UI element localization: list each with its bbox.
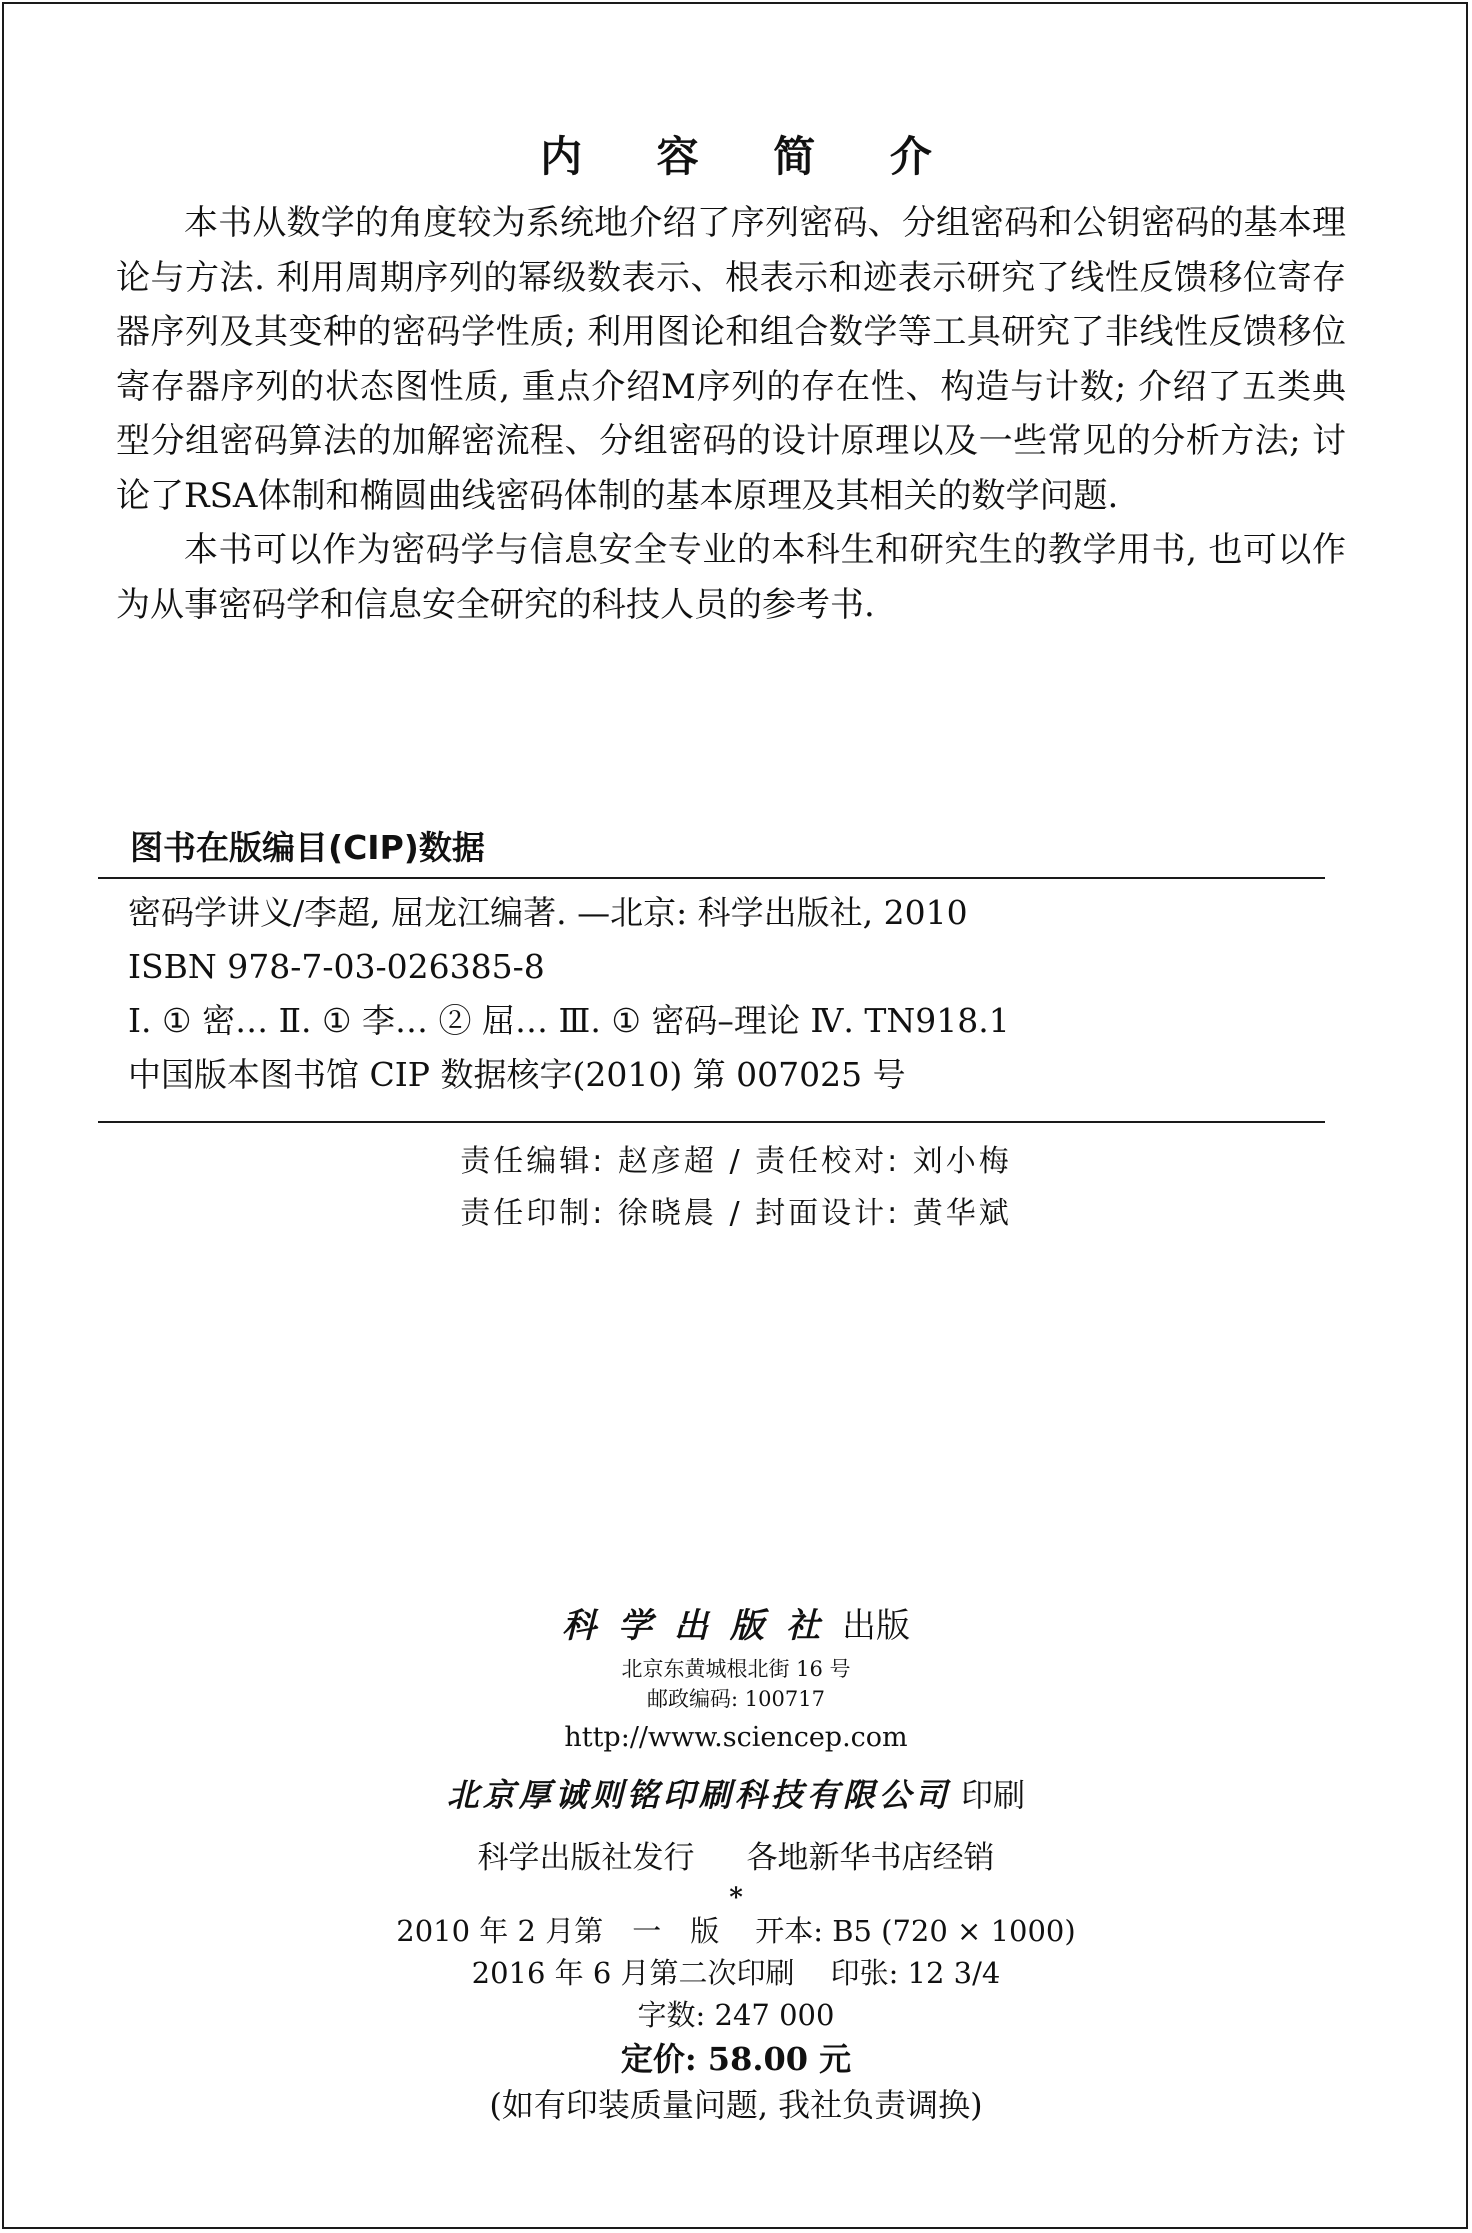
page-title: 内 容 简 介 xyxy=(540,132,962,181)
printer-name: 北京厚诚则铭印刷科技有限公司 xyxy=(446,1776,951,1814)
staff-credits xyxy=(0,1136,1472,1240)
edition-line xyxy=(0,1910,1472,1952)
content-summary xyxy=(116,196,1346,632)
sheet-count: 印张: 12 3/4 xyxy=(830,1956,1001,1990)
summary-paragraph-1: 本书从数学的角度较为系统地介绍了序列密码、分组密码和公钥密码的基本理论与方法. 利用周期序列的幂级数表示、根表示和迹表示研究了线性反馈移位寄存器序列及其变种的密码学性质; 利用图论和组合数学等工具研究了非线性反馈移位寄存器序列的状态图性质, 重点介绍M序列的存在性、构造与计数; 介绍了五类典型分组密码算法的加解密流程、分组密码的设计原理以及一些常见的分析方法; 讨论了RSA体制和椭圆曲线密码体制的基本原理及其相关的数学问题. xyxy=(116,203,1346,516)
format-size: 开本: B5 (720 × 1000) xyxy=(755,1914,1076,1948)
edition-date: 2010 年 2 月第 一 版 xyxy=(396,1914,720,1948)
printer-suffix: 印刷 xyxy=(961,1776,1026,1814)
price: 定价: 58.00 元 xyxy=(620,2040,852,2078)
cip-line-title: 密码学讲义/李超, 屈龙江编著. —北京: 科学出版社, 2010 xyxy=(128,893,968,932)
cip-line-isbn: ISBN 978-7-03-026385-8 xyxy=(128,947,545,986)
printer-line xyxy=(0,1766,1472,1824)
publisher-suffix: 出版 xyxy=(842,1606,910,1646)
summary-paragraph-2: 本书可以作为密码学与信息安全专业的本科生和研究生的教学用书, 也可以作为从事密码学和信息安全研究的科技人员的参考书. xyxy=(116,530,1346,625)
separator-star: * xyxy=(729,1883,743,1913)
printing-line xyxy=(0,1952,1472,1994)
colophon xyxy=(0,1598,1472,2128)
retailer: 各地新华书店经销 xyxy=(746,1840,995,1876)
publisher-name: 科学出版社 xyxy=(562,1606,842,1646)
quality-note: (如有印装质量问题, 我社负责调换) xyxy=(489,2086,983,2124)
cip-line-classification: Ⅰ. ① 密… Ⅱ. ① 李… ② 屈… Ⅲ. ① 密码–理论 Ⅳ. TN918.1 xyxy=(128,1001,1010,1040)
distributor: 科学出版社发行 xyxy=(477,1840,695,1876)
publisher-line xyxy=(0,1598,1472,1654)
cip-record xyxy=(128,886,1278,1102)
cip-top-rule xyxy=(98,877,1325,879)
cip-bottom-rule xyxy=(98,1121,1325,1123)
cip-line-record-number: 中国版本图书馆 CIP 数据核字(2010) 第 007025 号 xyxy=(128,1055,906,1094)
publisher-postcode: 邮政编码: 100717 xyxy=(647,1687,825,1711)
staff-line-editor: 责任编辑: 赵彦超 / 责任校对: 刘小梅 xyxy=(460,1144,1012,1179)
distribution-line xyxy=(0,1830,1472,1886)
word-count: 字数: 247 000 xyxy=(637,1998,835,2032)
publisher-url: http://www.sciencep.com xyxy=(564,1722,908,1753)
printing-date: 2016 年 6 月第二次印刷 xyxy=(471,1956,795,1990)
cip-heading: 图书在版编目(CIP)数据 xyxy=(130,828,485,867)
publisher-address: 北京东黄城根北街 16 号 xyxy=(621,1657,851,1681)
staff-line-production: 责任印制: 徐晓晨 / 封面设计: 黄华斌 xyxy=(460,1196,1012,1231)
